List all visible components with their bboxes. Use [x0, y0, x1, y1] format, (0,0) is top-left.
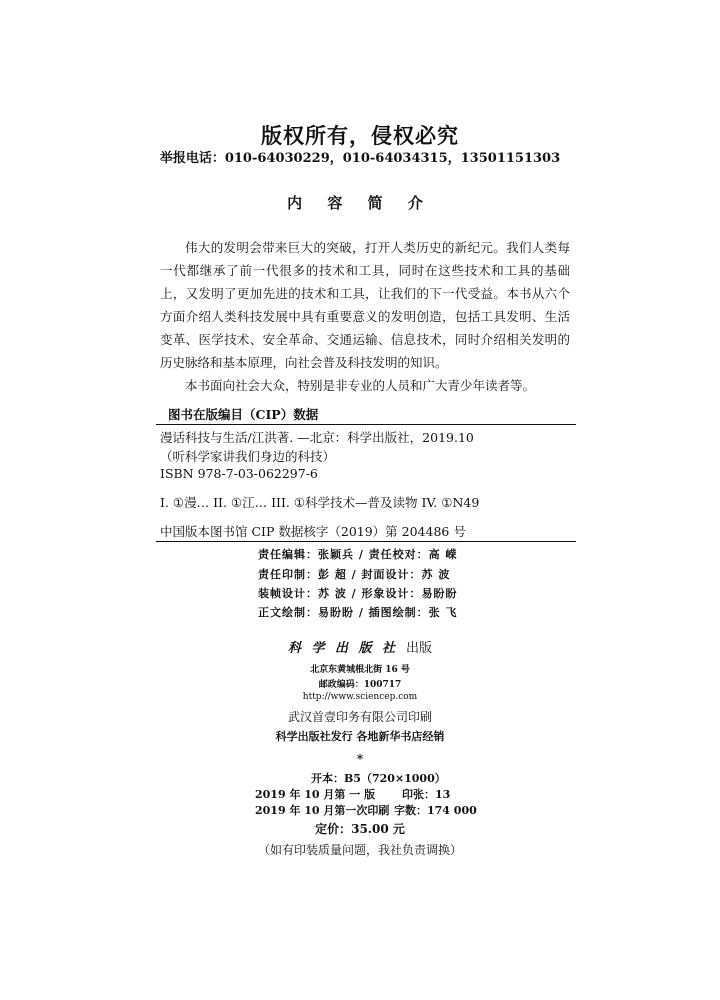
- publisher-website: http://www.sciencep.com: [302, 692, 418, 702]
- cip-top-rule: [156, 424, 576, 425]
- summary-heading: 内 容 简 介: [287, 194, 433, 212]
- cip-bottom-rule: [156, 541, 576, 542]
- cip-line-series: （听科学家讲我们身边的科技）: [160, 449, 336, 464]
- report-phone: 举报电话：010-64030229，010-64034315，13501151303: [159, 151, 561, 166]
- cip-line-classification: I. ①漫… II. ①江… III. ①科学技术—普及读物 IV. ①N49: [160, 495, 480, 510]
- format-spec: 开本：B5（720×1000）: [311, 772, 446, 785]
- staff-row-3: 装帧设计：苏 波 / 形象设计：易盼盼: [258, 587, 458, 600]
- publisher-suffix: 出版: [406, 641, 433, 656]
- printer-line: 武汉首壹印务有限公司印刷: [287, 710, 432, 724]
- summary-paragraph-2: 本书面向社会大众，特别是非专业的人员和广大青少年读者等。: [185, 378, 536, 393]
- separator-star: *: [356, 752, 364, 766]
- printing-spec: 2019 年 10 月第一次印刷: [255, 804, 390, 817]
- cip-line-record: 中国版本图书馆 CIP 数据核字（2019）第 204486 号: [160, 524, 466, 539]
- cip-line-title: 漫话科技与生活/江洪著. —北京：科学出版社，2019.10: [160, 430, 474, 445]
- words-spec: 字数：174 000: [394, 804, 477, 817]
- summary-body: [160, 236, 570, 397]
- staff-row-2: 责任印制：彭 超 / 封面设计：苏 波: [258, 568, 451, 581]
- staff-row-4: 正文绘制：易盼盼 / 插图绘制：张 飞: [258, 606, 458, 619]
- cip-line-isbn: ISBN 978-7-03-062297-6: [160, 466, 318, 481]
- summary-paragraph-1: 伟大的发明会带来巨大的突破，打开人类历史的新纪元。我们人类每一代都继承了前一代很多的技术和工具，同时在这些技术和工具的基础上，又发明了更加先进的技术和工具，让我们的下一代受益。本书从六个方面介绍人类科技发展中具有重要意义的发明创造，包括工具发明、生活变革、医学技术、安全革命、交通运输、信息技术，同时介绍相关发明的历史脉络和基本原理，向社会普及科技发明的知识。: [160, 240, 570, 370]
- sheets-spec: 印张：13: [402, 788, 451, 801]
- distribution-line: 科学出版社发行 各地新华书店经销: [275, 730, 445, 743]
- cip-heading: 图书在版编目（CIP）数据: [168, 407, 319, 422]
- price: 定价：35.00 元: [315, 822, 405, 836]
- staff-row-1: 责任编辑：张颖兵 / 责任校对：高 嵘: [258, 548, 458, 561]
- publisher-address: 北京东黄城根北街 16 号: [310, 665, 410, 675]
- copyright-title: 版权所有，侵权必究: [261, 123, 459, 148]
- edition-spec: 2019 年 10 月第 一 版: [255, 788, 376, 801]
- quality-notice: （如有印装质量问题，我社负责调换）: [257, 843, 462, 857]
- publisher-logo: 科 学 出 版 社: [287, 641, 399, 656]
- publisher-line: [0, 637, 720, 656]
- publisher-postcode: 邮政编码：100717: [318, 680, 402, 690]
